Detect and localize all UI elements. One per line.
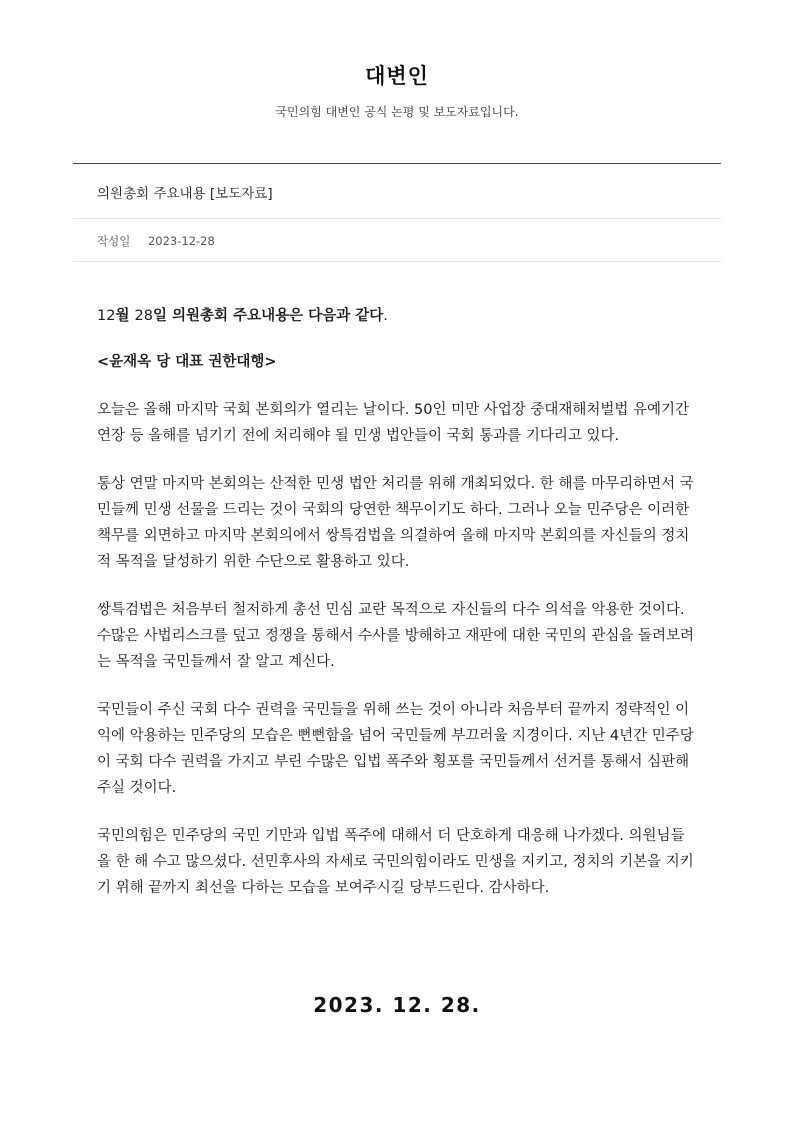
post-meta bbox=[97, 233, 215, 249]
post-title: 의원총회 주요내용 [보도자료] bbox=[97, 186, 273, 202]
article-body bbox=[97, 303, 697, 901]
date-label: 작성일 bbox=[97, 234, 131, 248]
site-title: 대변인 bbox=[365, 64, 429, 88]
section-heading: <윤재옥 당 대표 권한대행> bbox=[97, 354, 277, 370]
paragraph-4: 국민들이 주신 국회 다수 권력을 국민들을 위해 쓰는 것이 아니라 처음부터 끝까지 정략적인 이익에 악용하는 민주당의 모습은 뻔뻔함을 넘어 국민들께 부끄러울 지경이다. 지난 4년간 민주당이 국회 다수 권력을 가지고 부린 수많은 입법 폭주와 횡포를 국민들께서 선거를 통해서 심판해 주실 것이다. bbox=[97, 702, 694, 796]
site-subtitle: 국민의힘 대변인 공식 논평 및 보도자료입니다. bbox=[275, 105, 519, 119]
lead-month-unit: 월 bbox=[115, 308, 135, 324]
paragraph-5: 국민의힘은 민주당의 국민 기만과 입법 폭주에 대해서 더 단호하게 대응해 나가겠다. 의원님들 올 한 해 수고 많으셨다. 선민후사의 자세로 국민의힘이라도 민생을 지키고, 정치의 기본을 지키기 위해 끝까지 최선을 다하는 모습을 보여주시길 당부드린다. 감사하다. bbox=[97, 828, 694, 896]
post-date: 2023-12-28 bbox=[147, 234, 215, 248]
paragraph-1: 오늘은 올해 마지막 국회 본회의가 열리는 날이다. 50인 미만 사업장 중대재해처벌법 유예기간 연장 등 올해를 넘기기 전에 처리해야 될 민생 법안들이 국회 통과를 기다리고 있다. bbox=[97, 402, 690, 444]
footer-date: 2023. 12. 28. bbox=[313, 993, 481, 1017]
lead-period: . bbox=[383, 308, 388, 324]
lead-month: 12 bbox=[97, 308, 116, 324]
header-divider bbox=[73, 163, 721, 164]
lead-sentence bbox=[97, 303, 697, 329]
lead-day: 28 bbox=[134, 308, 153, 324]
lead-text: 일 의원총회 주요내용은 다음과 같다 bbox=[152, 308, 384, 324]
paragraph-2: 통상 연말 마지막 본회의는 산적한 민생 법안 처리를 위해 개최되었다. 한 해를 마무리하면서 국민들께 민생 선물을 드리는 것이 국회의 당연한 책무이기도 하다. 그러나 오늘 민주당은 이러한 책무를 외면하고 마지막 본회의에서 쌍특검법을 의결하여 올해 마지막 본회의를 자신들의 정치적 목적을 달성하기 위한 수단으로 활용하고 있다. bbox=[97, 476, 694, 570]
meta-divider bbox=[73, 261, 721, 262]
paragraph-3: 쌍특검법은 처음부터 철저하게 총선 민심 교란 목적으로 자신들의 다수 의석을 악용한 것이다. 수많은 사법리스크를 덮고 정쟁을 통해서 수사를 방해하고 재판에 대한 국민의 관심을 돌려보려는 목적을 국민들께서 잘 알고 계신다. bbox=[97, 602, 694, 670]
title-divider bbox=[73, 218, 721, 219]
